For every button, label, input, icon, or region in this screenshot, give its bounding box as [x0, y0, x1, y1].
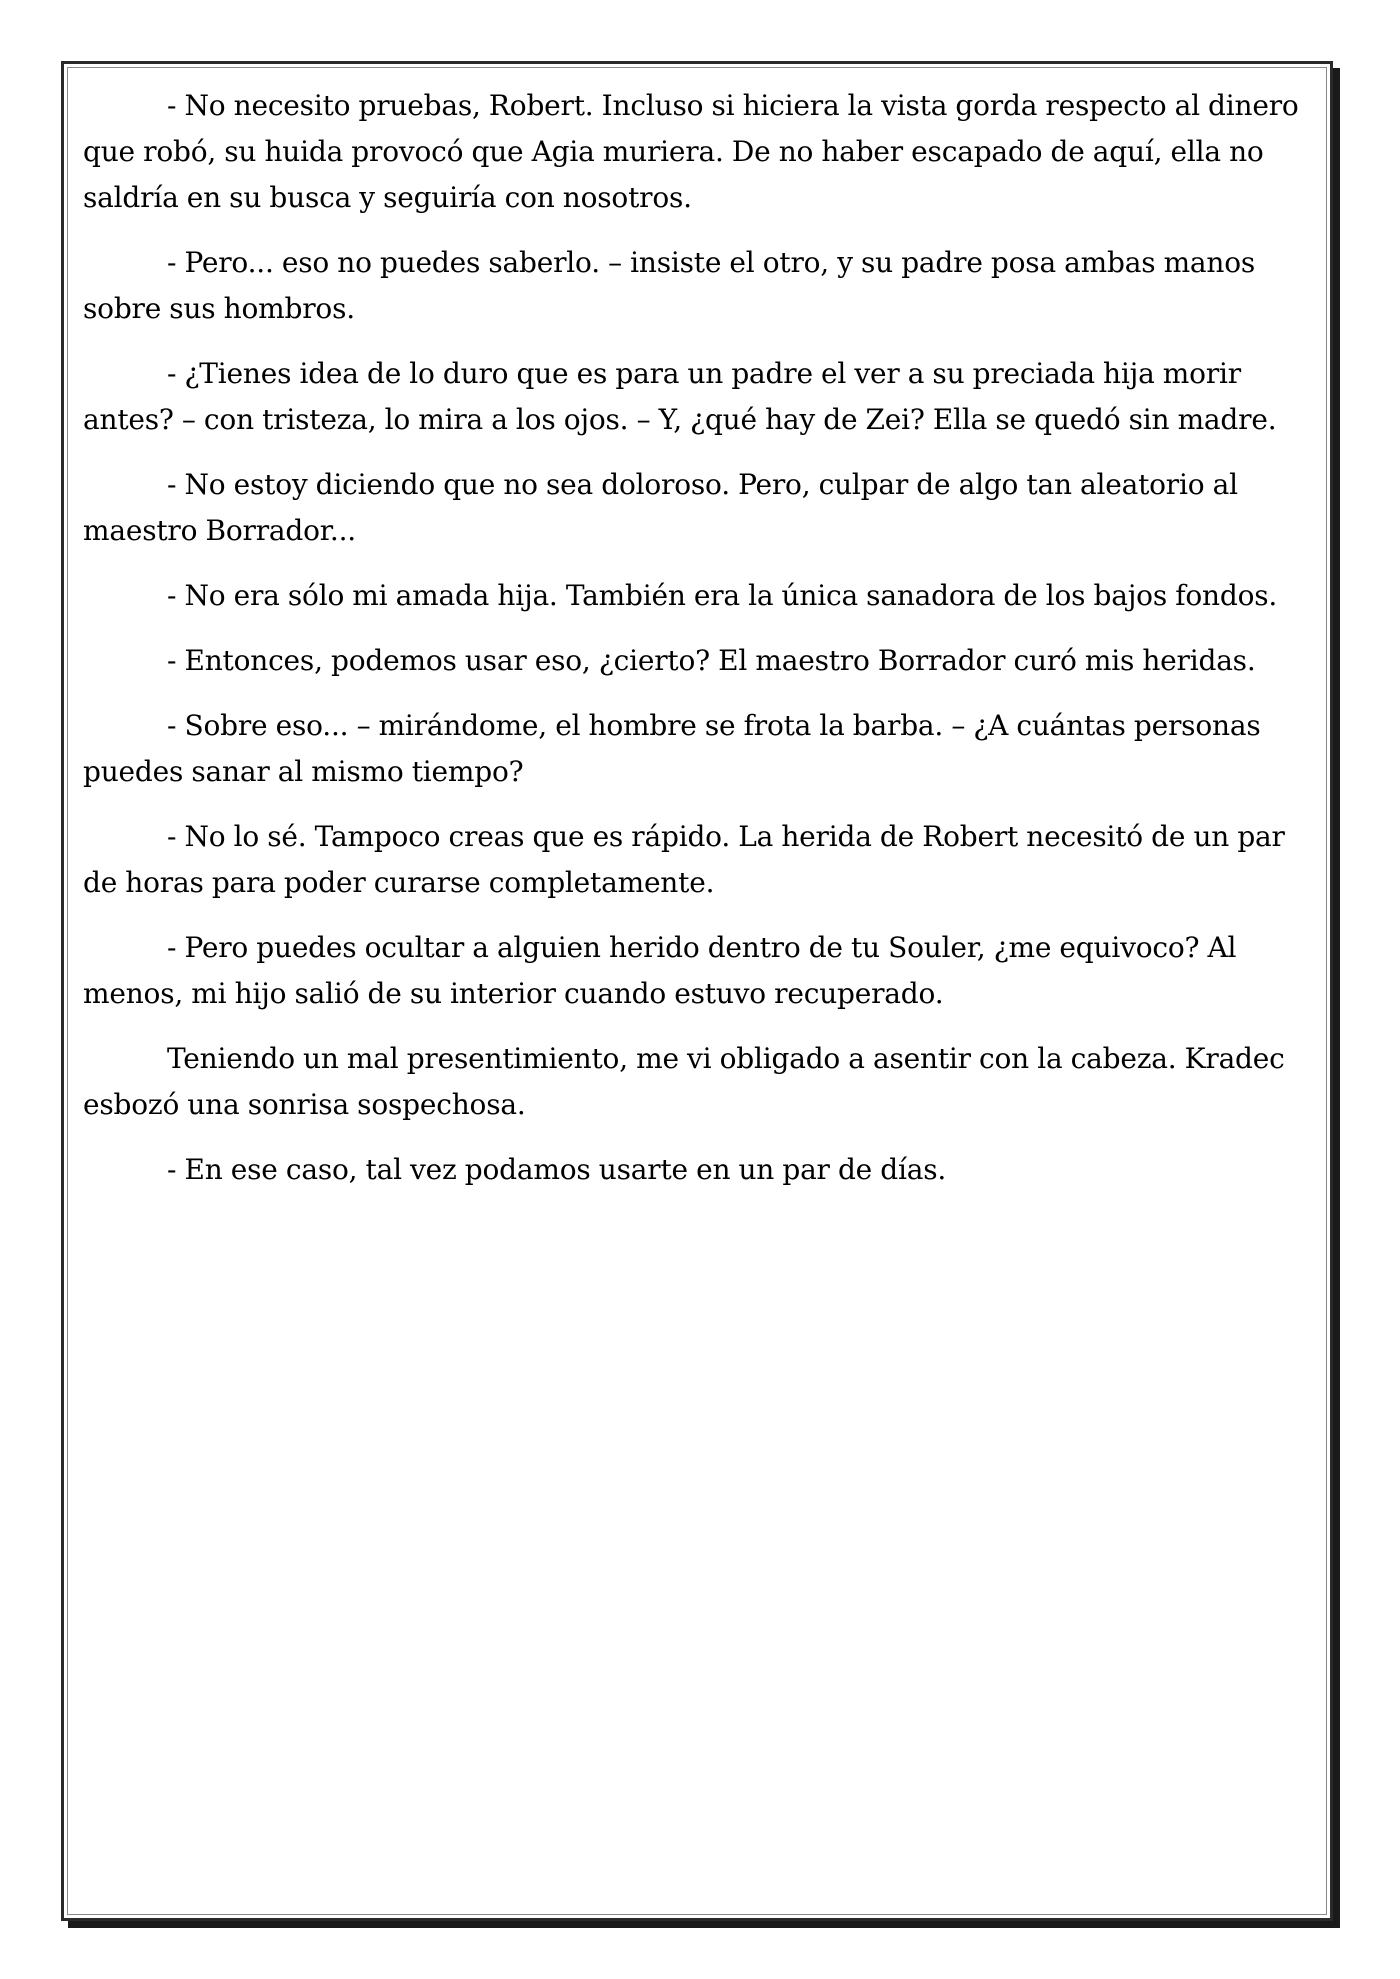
paragraph: - No necesito pruebas, Robert. Incluso si hiciera la vista gorda respecto al dinero que robó, su huida provocó que Agia muriera. De no haber escapado de aquí, ella no saldría en su busca y seguiría con nosotros. [83, 89, 1299, 214]
paragraph: - En ese caso, tal vez podamos usarte en un par de días. [167, 1153, 947, 1186]
paragraph: - ¿Tienes idea de lo duro que es para un padre el ver a su preciada hija morir antes? – con tristeza, lo mira a los ojos. – Y, ¿qué hay de Zei? Ella se quedó sin madre. [83, 357, 1277, 436]
document-body [83, 83, 1315, 1212]
paragraph: - Pero... eso no puedes saberlo. – insiste el otro, y su padre posa ambas manos sobre sus hombros. [83, 246, 1256, 325]
paragraph: - No estoy diciendo que no sea doloroso. Pero, culpar de algo tan aleatorio al maestro Borrador... [83, 468, 1238, 547]
paragraph: - No lo sé. Tampoco creas que es rápido. La herida de Robert necesitó de un par de horas para poder curarse completamente. [83, 820, 1285, 899]
paragraph: - Pero puedes ocultar a alguien herido dentro de tu Souler, ¿me equivoco? Al menos, mi hijo salió de su interior cuando estuvo recuperado. [83, 931, 1237, 1010]
paragraph: - Sobre eso... – mirándome, el hombre se frota la barba. – ¿A cuántas personas puedes sanar al mismo tiempo? [83, 709, 1261, 788]
paragraph: - No era sólo mi amada hija. También era la única sanadora de los bajos fondos. [167, 579, 1278, 612]
paragraph: Teniendo un mal presentimiento, me vi obligado a asentir con la cabeza. Kradec esbozó una sonrisa sospechosa. [83, 1042, 1285, 1121]
paragraph: - Entonces, podemos usar eso, ¿cierto? El maestro Borrador curó mis heridas. [167, 644, 1256, 677]
